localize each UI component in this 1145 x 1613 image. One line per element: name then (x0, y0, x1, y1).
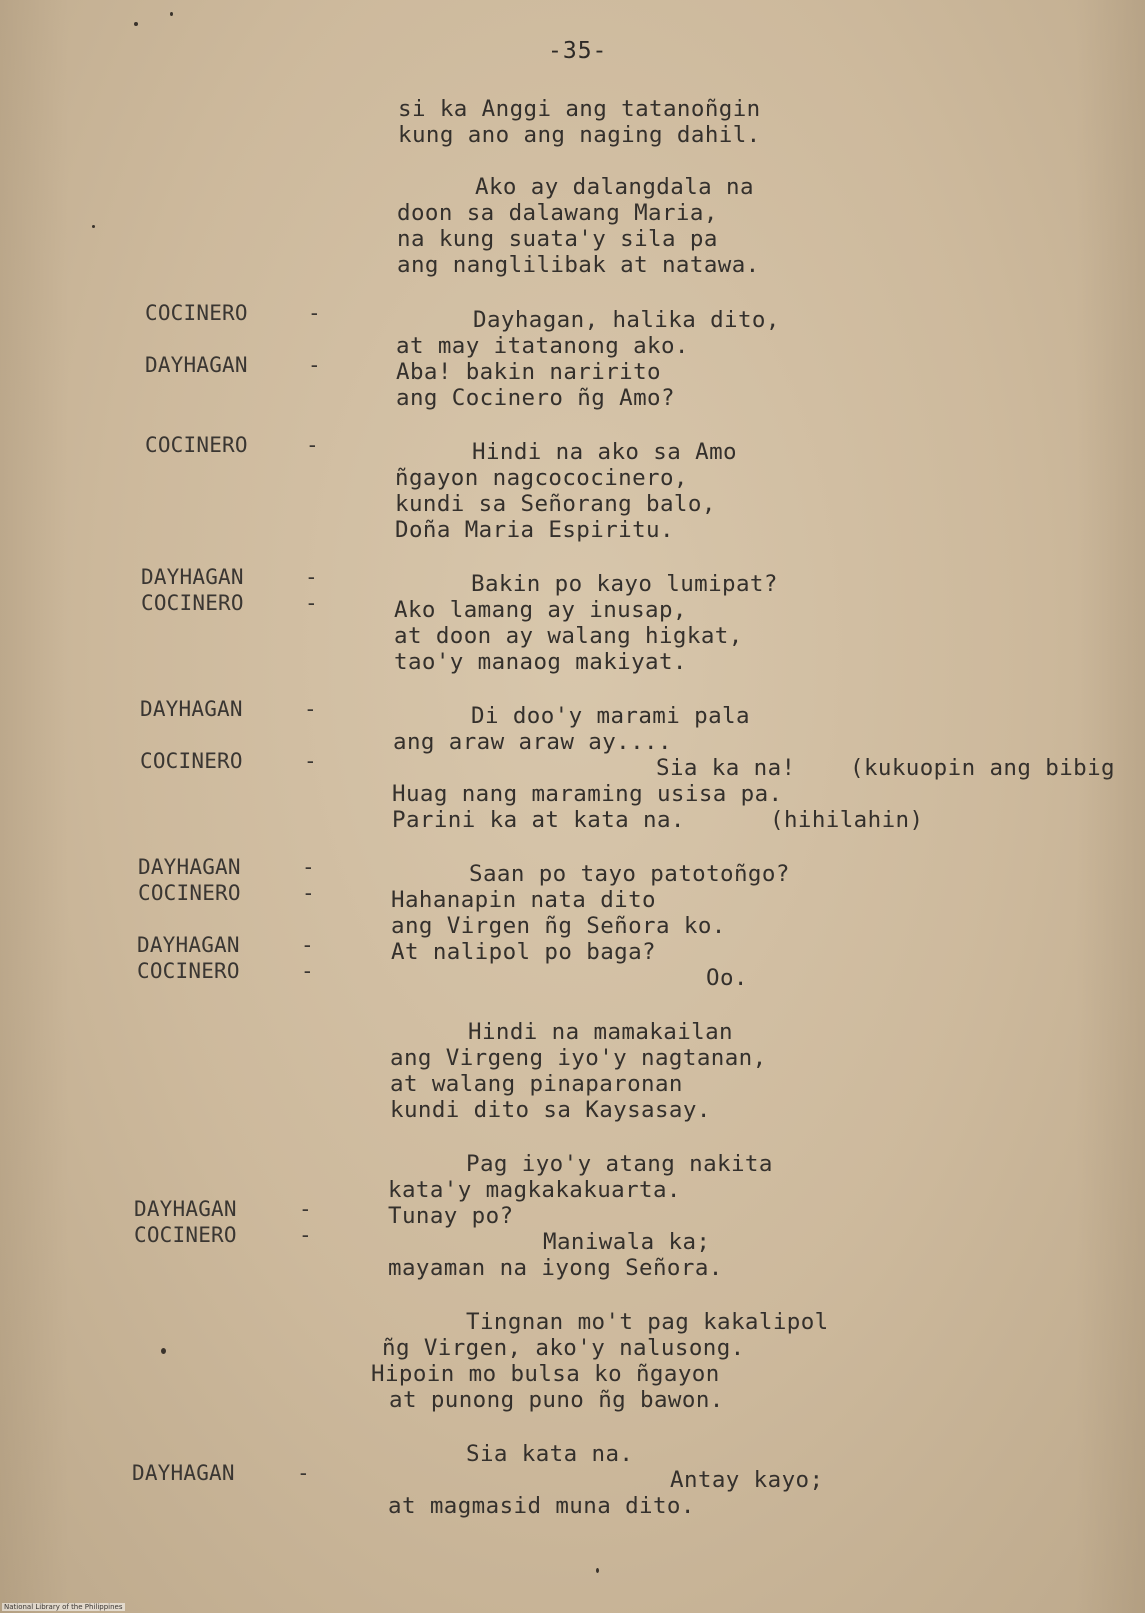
text-line: Huag nang maraming usisa pa. (392, 781, 783, 807)
dash: - (306, 433, 319, 457)
text-line: kundi sa Señorang balo, (395, 491, 716, 517)
speaker-name: COCINERO (137, 959, 240, 983)
text-line: Tingnan mo't pag kakalipol (466, 1309, 829, 1335)
text-line: ang nanglilibak at natawa. (397, 252, 760, 278)
speaker-name: COCINERO (145, 301, 248, 325)
text-line: tao'y manaog makiyat. (394, 649, 687, 675)
dash: - (297, 1461, 310, 1485)
text-line: ñg Virgen, ako'y nalusong. (382, 1335, 745, 1361)
text-line: (hihilahin) (770, 807, 924, 833)
page-number: -35- (548, 38, 608, 64)
text-line: na kung suata'y sila pa (397, 226, 718, 252)
speaker-name: COCINERO (134, 1223, 237, 1247)
paper-speck (92, 225, 95, 228)
dash: - (308, 353, 321, 377)
text-line: Antay kayo; (670, 1467, 824, 1493)
paper-speck (134, 22, 138, 26)
text-line: mayaman na iyong Señora. (388, 1255, 723, 1281)
speaker-name: COCINERO (138, 881, 241, 905)
speaker-name: DAYHAGAN (145, 353, 248, 377)
text-line: kung ano ang naging dahil. (398, 122, 761, 148)
paper-speck (161, 1348, 166, 1354)
text-line: ang araw araw ay.... (393, 729, 672, 755)
text-line: Ako ay dalangdala na (475, 174, 754, 200)
speaker-name: DAYHAGAN (132, 1461, 235, 1485)
text-line: (kukuopin ang bibig (850, 755, 1115, 781)
text-line: Ako lamang ay inusap, (394, 597, 687, 623)
dash: - (308, 301, 321, 325)
text-line: Hindi na ako sa Amo (472, 439, 737, 465)
library-credit: National Library of the Philippines (4, 1603, 123, 1611)
text-line: at may itatanong ako. (396, 333, 689, 359)
text-line: Saan po tayo patotoñgo? (469, 861, 790, 887)
speaker-name: COCINERO (145, 433, 248, 457)
text-line: at walang pinaparonan (390, 1071, 683, 1097)
text-line: at magmasid muna dito. (388, 1493, 695, 1519)
text-line: kundi dito sa Kaysasay. (390, 1097, 711, 1123)
text-line: Oo. (706, 965, 748, 991)
speaker-name: DAYHAGAN (141, 565, 244, 589)
dash: - (301, 959, 314, 983)
text-line: at punong puno ñg bawon. (389, 1387, 724, 1413)
dash: - (304, 749, 317, 773)
text-line: Sia kata na. (466, 1441, 634, 1467)
dash: - (302, 881, 315, 905)
speaker-name: COCINERO (140, 749, 243, 773)
text-line: Tunay po? (388, 1203, 514, 1229)
text-line: si ka Anggi ang tatanoñgin (398, 96, 761, 122)
dash: - (304, 697, 317, 721)
text-line: Pag iyo'y atang nakita (466, 1151, 773, 1177)
speaker-name: DAYHAGAN (137, 933, 240, 957)
text-line: Sia ka na! (656, 755, 796, 781)
text-line: At nalipol po baga? (391, 939, 656, 965)
text-line: Bakin po kayo lumipat? (471, 571, 778, 597)
text-line: Dayhagan, halika dito, (473, 307, 780, 333)
dash: - (301, 933, 314, 957)
text-line: at doon ay walang higkat, (394, 623, 743, 649)
speaker-name: DAYHAGAN (138, 855, 241, 879)
text-line: Hipoin mo bulsa ko ñgayon (371, 1361, 720, 1387)
dash: - (305, 565, 318, 589)
text-line: Maniwala ka; (543, 1229, 711, 1255)
text-line: Di doo'y marami pala (471, 703, 750, 729)
text-line: Hahanapin nata dito (391, 887, 656, 913)
text-line: ang Virgen ñg Señora ko. (391, 913, 726, 939)
text-line: kata'y magkakakuarta. (388, 1177, 681, 1203)
text-line: ang Cocinero ñg Amo? (396, 385, 675, 411)
dash: - (299, 1197, 312, 1221)
text-line: Parini ka at kata na. (392, 807, 685, 833)
speaker-name: DAYHAGAN (134, 1197, 237, 1221)
dash: - (299, 1223, 312, 1247)
speaker-name: DAYHAGAN (140, 697, 243, 721)
text-line: Doña Maria Espiritu. (395, 517, 674, 543)
dash: - (302, 855, 315, 879)
speaker-name: COCINERO (141, 591, 244, 615)
paper-speck (596, 1568, 599, 1573)
text-line: doon sa dalawang Maria, (397, 200, 718, 226)
text-line: Hindi na mamakailan (468, 1019, 733, 1045)
text-line: ñgayon nagcococinero, (395, 465, 688, 491)
paper-speck (170, 12, 173, 16)
text-line: ang Virgeng iyo'y nagtanan, (390, 1045, 767, 1071)
text-line: Aba! bakin naririto (396, 359, 661, 385)
dash: - (305, 591, 318, 615)
